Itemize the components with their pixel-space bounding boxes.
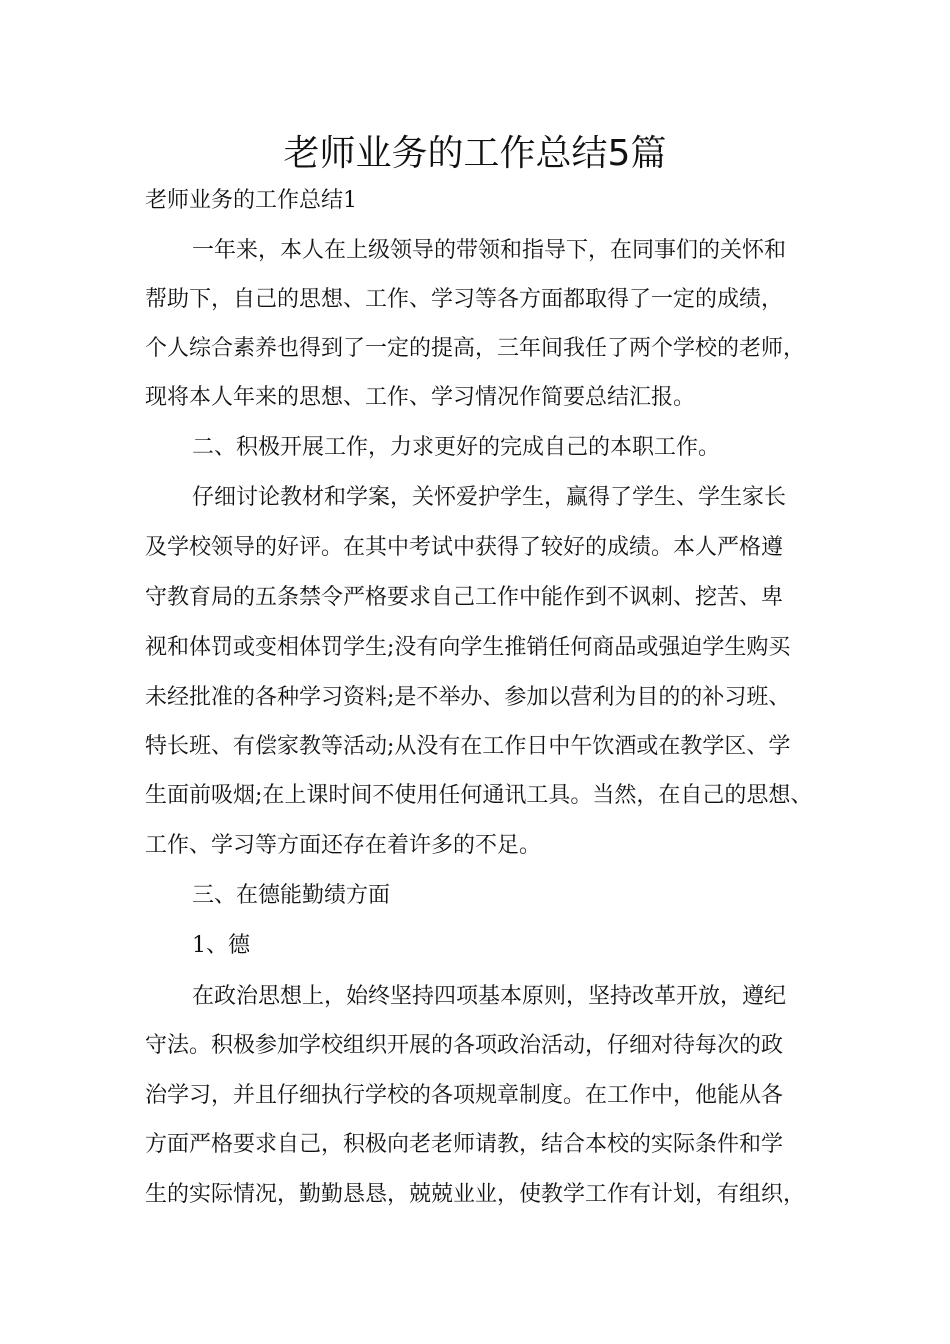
text-line: 方面严格要求自己，积极向老老师请教，结合本校的实际条件和学 [145, 1132, 784, 1157]
text-line: 特长班、有偿家教等活动;从没有在工作日中午饮酒或在教学区、学 [145, 734, 791, 759]
document-title: 老师业务的工作总结5篇 [283, 133, 667, 174]
text-line: 现将本人年来的思想、工作、学习情况作简要总结汇报。 [145, 385, 696, 410]
text-line: 生的实际情况，勤勤恳恳，兢兢业业，使教学工作有计划，有组织， [145, 1182, 806, 1207]
text-line: 工作、学习等方面还存在着许多的不足。 [145, 833, 542, 858]
text-line: 帮助下，自己的思想、工作、学习等各方面都取得了一定的成绩， [145, 287, 784, 312]
text-line: 视和体罚或变相体罚学生;没有向学生推销任何商品或强迫学生购买 [145, 635, 791, 660]
text-line: 守教育局的五条禁令严格要求自己工作中能作到不讽刺、挖苦、卑 [145, 585, 784, 610]
text-line: 一年来，本人在上级领导的带领和指导下，在同事们的关怀和 [192, 238, 787, 263]
text-line: 三、在德能勤绩方面 [192, 883, 391, 908]
section-heading: 老师业务的工作总结1 [145, 188, 357, 213]
text-line: 生面前吸烟;在上课时间不使用任何通讯工具。当然，在自己的思想、 [145, 783, 813, 808]
text-line: 在政治思想上，始终坚持四项基本原则，坚持改革开放，遵纪 [192, 984, 787, 1009]
text-line: 1、德 [192, 933, 250, 958]
text-line: 仔细讨论教材和学案，关怀爱护学生，赢得了学生、学生家长 [192, 485, 787, 510]
text-line: 未经批准的各种学习资料;是不举办、参加以营利为目的的补习班、 [145, 685, 791, 710]
text-line: 及学校领导的好评。在其中考试中获得了较好的成绩。本人严格遵 [145, 535, 784, 560]
text-line: 守法。积极参加学校组织开展的各项政治活动，仔细对待每次的政 [145, 1033, 784, 1058]
text-line: 二、积极开展工作，力求更好的完成自己的本职工作。 [192, 435, 721, 460]
text-line: 个人综合素养也得到了一定的提高，三年间我任了两个学校的老师， [145, 336, 806, 361]
text-line: 治学习，并且仔细执行学校的各项规章制度。在工作中，他能从各 [145, 1083, 784, 1108]
